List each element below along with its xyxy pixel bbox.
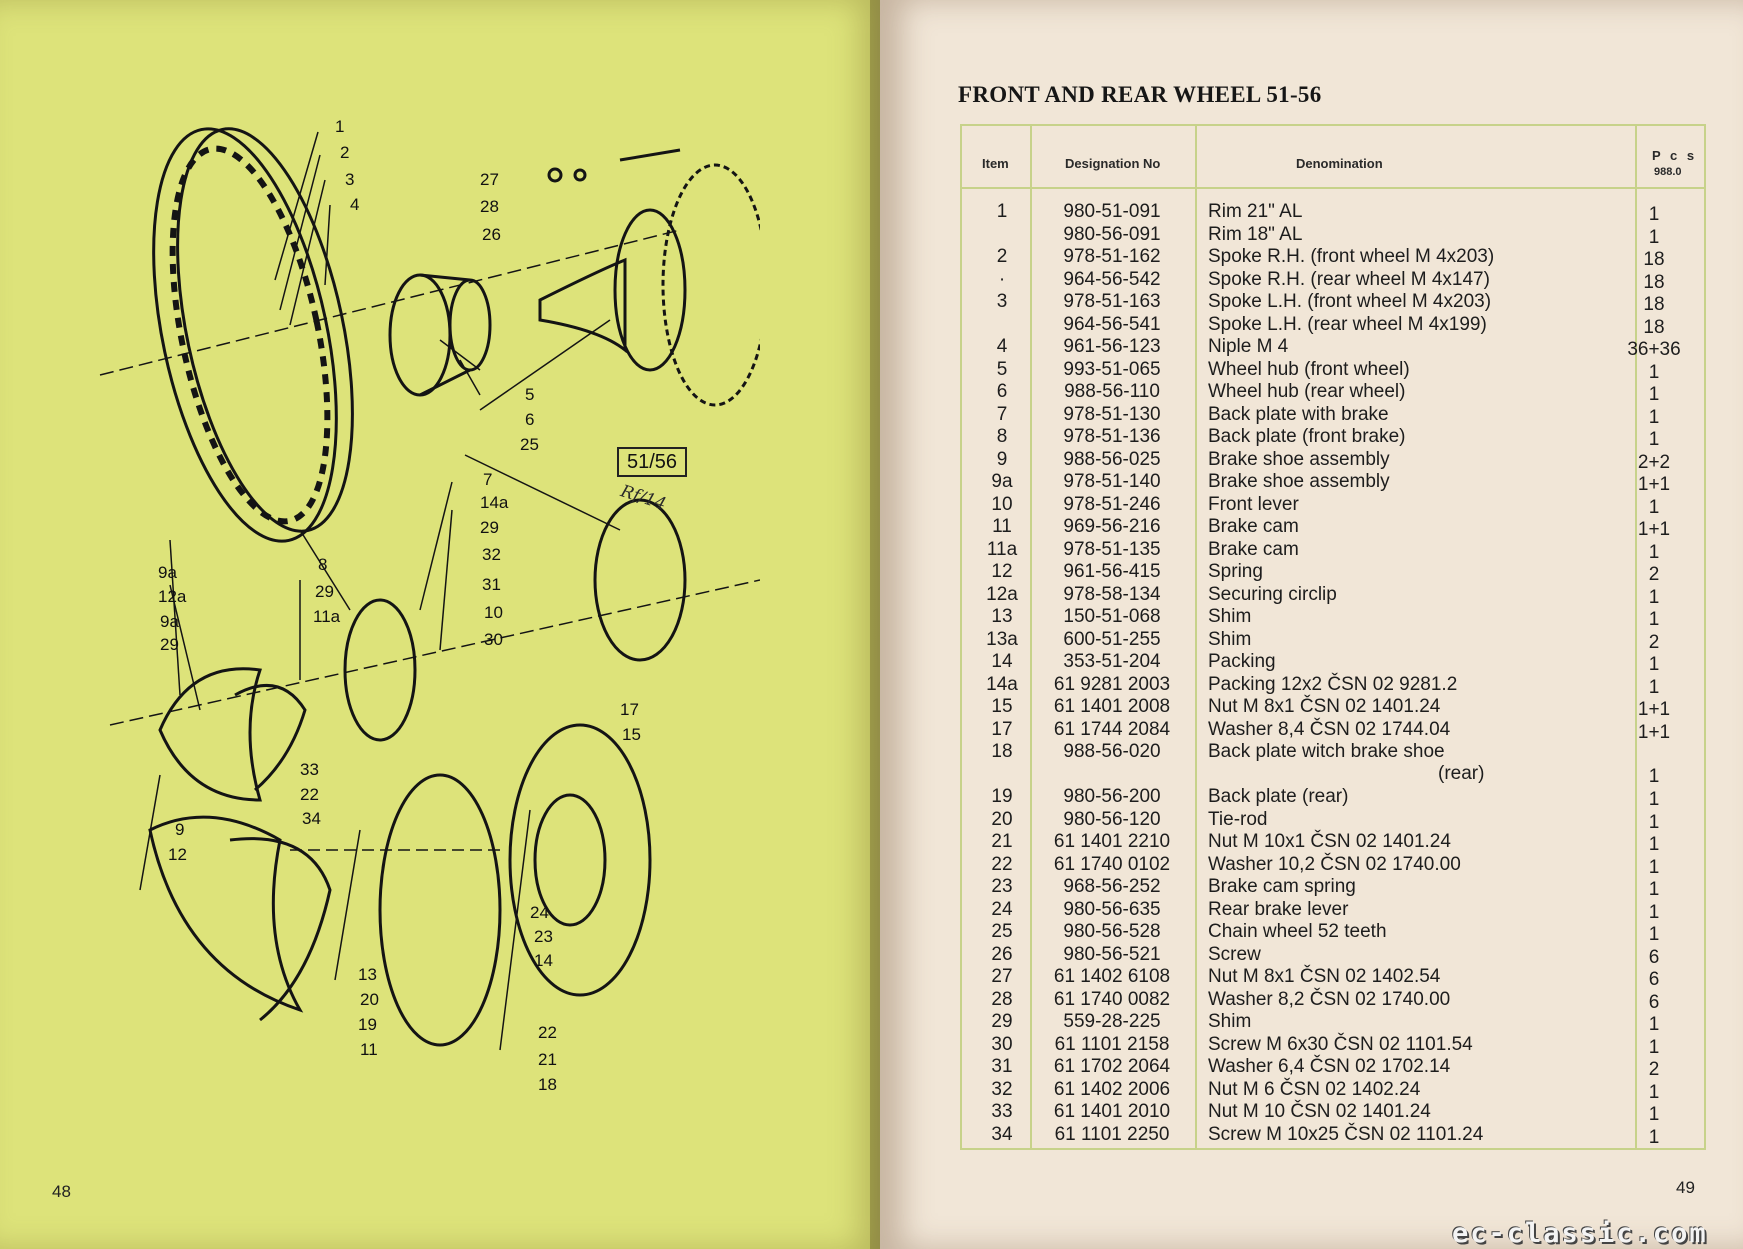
table-row bbox=[962, 449, 1706, 472]
table-row bbox=[962, 696, 1706, 719]
rear-back-plate-drawing bbox=[380, 775, 500, 1045]
callout: 17 bbox=[620, 700, 639, 719]
designation-cell: 961-56-123 bbox=[1063, 336, 1161, 357]
pcs-cell: 1 bbox=[1648, 789, 1660, 810]
designation-cell: 980-56-120 bbox=[1063, 808, 1161, 830]
item-cell: 6 bbox=[996, 381, 1008, 402]
designation-cell: 964-56-542 bbox=[1063, 268, 1161, 290]
front-hub-drawing bbox=[390, 275, 450, 395]
denomination-cell: Wheel hub (rear wheel) bbox=[1208, 381, 1406, 402]
denomination-cell: Brake shoe assembly bbox=[1208, 471, 1390, 492]
denomination-cell: Screw M 10x25 ČSN 02 1101.24 bbox=[1208, 1123, 1484, 1145]
callout: 32 bbox=[482, 545, 501, 564]
table-row bbox=[962, 876, 1706, 899]
callout: 12a bbox=[158, 587, 187, 606]
designation-cell: 968-56-252 bbox=[1063, 876, 1161, 897]
designation-cell: 988-56-020 bbox=[1063, 741, 1161, 762]
pcs-cell: 1 bbox=[1648, 1036, 1660, 1058]
item-cell: 9 bbox=[996, 448, 1008, 470]
designation-cell: 978-51-136 bbox=[1063, 426, 1161, 447]
designation-cell: 980-56-528 bbox=[1063, 921, 1161, 942]
pcs-cell: 2 bbox=[1648, 631, 1660, 653]
pcs-cell: 1 bbox=[1648, 496, 1660, 518]
table-row bbox=[962, 494, 1706, 517]
denomination-cell: Spring bbox=[1208, 561, 1263, 582]
denomination-cell: Tie-rod bbox=[1208, 808, 1268, 830]
table-row bbox=[962, 674, 1706, 697]
callout: 4 bbox=[350, 195, 360, 214]
table-row bbox=[962, 1056, 1706, 1079]
item-cell: 11 bbox=[992, 516, 1012, 537]
item-cell: 13a bbox=[986, 628, 1018, 650]
denomination-cell: Spoke R.H. (front wheel M 4x203) bbox=[1208, 246, 1495, 267]
pcs-cell: 1 bbox=[1648, 811, 1660, 833]
designation-cell: 964-56-541 bbox=[1063, 313, 1161, 335]
designation-cell: 978-51-163 bbox=[1063, 291, 1161, 312]
item-cell: 19 bbox=[991, 786, 1013, 807]
callout: 11 bbox=[360, 1040, 378, 1059]
pcs-cell: 18 bbox=[1643, 271, 1665, 293]
denomination-cell: Back plate witch brake shoe bbox=[1208, 741, 1445, 762]
pcs-cell: 1 bbox=[1648, 1104, 1660, 1125]
callout: 15 bbox=[622, 725, 641, 744]
table-row bbox=[962, 719, 1706, 742]
table-row bbox=[962, 314, 1706, 337]
pcs-cell: 1+1 bbox=[1637, 699, 1671, 720]
table-row bbox=[962, 741, 1706, 786]
table-row bbox=[962, 1034, 1706, 1057]
callout: 25 bbox=[520, 435, 539, 454]
denomination-cell: Rear brake lever bbox=[1208, 898, 1349, 920]
item-cell: 7 bbox=[996, 403, 1008, 425]
pcs-cell: 1 bbox=[1648, 609, 1660, 630]
item-cell: 14 bbox=[991, 651, 1013, 672]
denomination-cell: Screw bbox=[1208, 943, 1261, 965]
callout: 3 bbox=[345, 170, 355, 189]
item-cell: 22 bbox=[991, 853, 1013, 875]
callout: 33 bbox=[300, 760, 319, 779]
callout: 13 bbox=[358, 965, 377, 984]
pcs-cell: 1 bbox=[1648, 654, 1660, 675]
pcs-cell: 1 bbox=[1648, 541, 1660, 563]
pcs-cell: 1 bbox=[1648, 766, 1660, 787]
designation-cell: 61 1740 0102 bbox=[1053, 853, 1171, 875]
item-cell: 10 bbox=[991, 493, 1013, 515]
table-row bbox=[962, 471, 1706, 494]
table-row bbox=[962, 359, 1706, 382]
exploded-wheel-diagram bbox=[60, 110, 760, 1110]
denomination-cell: Back plate with brake bbox=[1208, 403, 1389, 425]
callout: 10 bbox=[484, 603, 503, 622]
item-cell: 2 bbox=[996, 246, 1008, 267]
designation-cell: 993-51-065 bbox=[1063, 358, 1161, 380]
table-row bbox=[962, 584, 1706, 607]
callout: 19 bbox=[358, 1015, 377, 1034]
callout: 21 bbox=[538, 1050, 557, 1069]
pcs-cell: 18 bbox=[1643, 249, 1665, 270]
denomination-cell: Back plate (rear) bbox=[1208, 786, 1349, 807]
denomination-cell: Nut M 10x1 ČSN 02 1401.24 bbox=[1208, 831, 1451, 852]
pcs-cell: 1 bbox=[1648, 924, 1660, 945]
page-title: FRONT AND REAR WHEEL 51-56 bbox=[958, 82, 1322, 107]
callout: 31 bbox=[482, 575, 501, 594]
callout: 18 bbox=[538, 1075, 557, 1094]
denomination-cell: Back plate (front brake) bbox=[1208, 426, 1406, 447]
item-cell: 24 bbox=[991, 898, 1013, 920]
table-row bbox=[962, 651, 1706, 674]
designation-cell: 961-56-415 bbox=[1063, 561, 1161, 582]
denomination-cell: Shim bbox=[1208, 628, 1252, 650]
header-designation: Designation No bbox=[1065, 156, 1161, 171]
table-row bbox=[962, 1101, 1706, 1124]
table-row bbox=[962, 336, 1706, 359]
denomination-cell: Nut M 8x1 ČSN 02 1402.54 bbox=[1208, 966, 1441, 987]
designation-cell: 61 9281 2003 bbox=[1053, 673, 1171, 695]
item-cell: 27 bbox=[991, 966, 1013, 987]
denomination-cell: Washer 6,4 ČSN 02 1702.14 bbox=[1208, 1056, 1451, 1077]
watermark: ec-classic.com bbox=[1452, 1218, 1708, 1249]
callout: 12 bbox=[168, 845, 187, 864]
item-cell: 18 bbox=[991, 741, 1013, 762]
pcs-cell: 6 bbox=[1648, 946, 1660, 968]
callout: 8 bbox=[318, 555, 328, 574]
pcs-cell: 1+1 bbox=[1637, 519, 1671, 540]
item-cell: 14a bbox=[986, 673, 1018, 695]
callout: 2 bbox=[340, 143, 350, 162]
parts-table-body bbox=[962, 201, 1706, 1146]
item-cell: 9a bbox=[991, 471, 1013, 492]
item-cell: · bbox=[998, 268, 1006, 290]
table-row bbox=[962, 291, 1706, 314]
pcs-cell: 1 bbox=[1648, 834, 1660, 855]
designation-cell: 61 1401 2210 bbox=[1053, 831, 1171, 852]
denomination-cell: Nut M 6 ČSN 02 1402.24 bbox=[1208, 1078, 1421, 1100]
denomination-cell: Shim bbox=[1208, 606, 1252, 627]
item-cell: 30 bbox=[991, 1033, 1013, 1055]
designation-cell: 978-51-246 bbox=[1063, 493, 1161, 515]
table-row bbox=[962, 426, 1706, 449]
callout: 7 bbox=[483, 470, 493, 489]
item-cell: 29 bbox=[991, 1011, 1013, 1032]
item-cell: 1 bbox=[996, 201, 1008, 222]
pcs-cell: 1+1 bbox=[1637, 474, 1671, 495]
item-cell: 20 bbox=[991, 808, 1013, 830]
item-cell: 17 bbox=[991, 718, 1013, 740]
pencil-note: Rf/14 bbox=[618, 481, 669, 515]
item-cell: 32 bbox=[991, 1078, 1013, 1100]
denomination-cell: Rim 21" AL bbox=[1208, 201, 1303, 222]
pcs-cell: 1 bbox=[1648, 856, 1660, 878]
table-row bbox=[962, 246, 1706, 269]
pcs-cell: 1 bbox=[1648, 204, 1660, 225]
table-row bbox=[962, 899, 1706, 922]
pcs-cell: 1 bbox=[1648, 406, 1660, 428]
pcs-cell: 1 bbox=[1648, 1081, 1660, 1103]
header-denomination: Denomination bbox=[1296, 156, 1383, 171]
designation-cell: 980-51-091 bbox=[1063, 201, 1161, 222]
denomination-cell: Nut M 8x1 ČSN 02 1401.24 bbox=[1208, 696, 1441, 717]
callout: 9a bbox=[158, 563, 177, 582]
denomination-continued-cell: (rear) bbox=[1438, 763, 1485, 784]
denomination-cell: Brake cam bbox=[1208, 516, 1299, 537]
pcs-cell: 1 bbox=[1648, 1126, 1660, 1148]
callout: 9 bbox=[175, 820, 185, 839]
item-cell: 3 bbox=[996, 291, 1008, 312]
table-row bbox=[962, 1124, 1706, 1147]
callout: 28 bbox=[480, 197, 499, 216]
pcs-cell: 1 bbox=[1648, 586, 1660, 608]
denomination-cell: Nut M 10 ČSN 02 1401.24 bbox=[1208, 1101, 1431, 1122]
denomination-cell: Niple M 4 bbox=[1208, 336, 1289, 357]
designation-cell: 353-51-204 bbox=[1063, 651, 1161, 672]
pcs-cell: 2+2 bbox=[1637, 451, 1671, 473]
designation-cell: 978-51-140 bbox=[1063, 471, 1161, 492]
callout: 29 bbox=[480, 518, 499, 537]
table-row bbox=[962, 224, 1706, 247]
item-cell: 4 bbox=[996, 336, 1008, 357]
item-cell: 11a bbox=[986, 538, 1018, 560]
designation-cell: 980-56-521 bbox=[1063, 943, 1161, 965]
denomination-cell: Packing 12x2 ČSN 02 9281.2 bbox=[1208, 673, 1458, 695]
left-page-number: 48 bbox=[52, 1182, 71, 1201]
denomination-cell: Securing circlip bbox=[1208, 583, 1337, 605]
denomination-cell: Screw M 6x30 ČSN 02 1101.54 bbox=[1208, 1033, 1473, 1055]
denomination-cell: Shim bbox=[1208, 1011, 1252, 1032]
item-cell: 21 bbox=[991, 831, 1013, 852]
table-row bbox=[962, 404, 1706, 427]
item-cell: 23 bbox=[991, 876, 1013, 897]
item-cell: 12 bbox=[991, 561, 1013, 582]
designation-cell: 978-51-135 bbox=[1063, 538, 1161, 560]
pcs-cell: 1 bbox=[1648, 901, 1660, 923]
denomination-cell: Spoke L.H. (front wheel M 4x203) bbox=[1208, 291, 1492, 312]
table-row bbox=[962, 831, 1706, 854]
designation-cell: 61 1401 2008 bbox=[1053, 696, 1171, 717]
item-cell: 12a bbox=[986, 583, 1018, 605]
table-row bbox=[962, 201, 1706, 224]
pcs-cell: 1 bbox=[1648, 1014, 1660, 1035]
callout: 22 bbox=[300, 785, 319, 804]
designation-cell: 978-51-130 bbox=[1063, 403, 1161, 425]
table-row bbox=[962, 516, 1706, 539]
pcs-cell: 18 bbox=[1643, 316, 1665, 338]
pcs-cell: 18 bbox=[1643, 294, 1665, 315]
callout: 29 bbox=[315, 582, 334, 601]
designation-cell: 988-56-025 bbox=[1063, 448, 1161, 470]
denomination-cell: Brake cam spring bbox=[1208, 876, 1356, 897]
brake-shoe-drawing bbox=[160, 669, 260, 800]
denomination-cell: Rim 18" AL bbox=[1208, 223, 1303, 245]
table-row bbox=[962, 1079, 1706, 1102]
table-row bbox=[962, 921, 1706, 944]
callout: 34 bbox=[302, 809, 321, 828]
pcs-cell: 6 bbox=[1648, 969, 1660, 990]
item-cell: 28 bbox=[991, 988, 1013, 1010]
callout: 27 bbox=[480, 170, 499, 189]
pcs-cell: 36+36 bbox=[1627, 339, 1681, 360]
designation-cell: 61 1744 2084 bbox=[1053, 718, 1171, 740]
header-pcs-model: 988.0 bbox=[1654, 166, 1682, 178]
callout: 5 bbox=[525, 385, 535, 404]
denomination-cell: Brake cam bbox=[1208, 538, 1299, 560]
denomination-cell: Chain wheel 52 teeth bbox=[1208, 921, 1387, 942]
pcs-cell: 1 bbox=[1648, 879, 1660, 900]
designation-cell: 61 1402 6108 bbox=[1053, 966, 1171, 987]
callout: 29 bbox=[160, 635, 179, 654]
denomination-cell: Spoke R.H. (rear wheel M 4x147) bbox=[1208, 268, 1490, 290]
item-cell: 31 bbox=[991, 1056, 1013, 1077]
denomination-cell: Front lever bbox=[1208, 493, 1299, 515]
designation-cell: 969-56-216 bbox=[1063, 516, 1161, 537]
table-row bbox=[962, 539, 1706, 562]
rear-brake-drum-drawing bbox=[510, 725, 650, 995]
item-cell: 33 bbox=[991, 1101, 1013, 1122]
figure-code: 51/56 bbox=[617, 447, 687, 477]
designation-cell: 61 1702 2064 bbox=[1053, 1056, 1171, 1077]
callout: 24 bbox=[530, 903, 549, 922]
table-row bbox=[962, 944, 1706, 967]
header-pcs: P c s bbox=[1652, 148, 1698, 163]
item-cell: 8 bbox=[996, 426, 1008, 447]
designation-cell: 980-56-635 bbox=[1063, 898, 1161, 920]
header-item: Item bbox=[982, 156, 1009, 171]
pcs-cell: 1 bbox=[1648, 676, 1660, 698]
callout: 26 bbox=[482, 225, 501, 244]
pcs-cell: 1+1 bbox=[1637, 721, 1671, 743]
table-row bbox=[962, 629, 1706, 652]
designation-cell: 61 1101 2250 bbox=[1054, 1123, 1170, 1145]
callout: 20 bbox=[360, 990, 379, 1009]
header-separator bbox=[960, 187, 1705, 189]
denomination-cell: Brake shoe assembly bbox=[1208, 448, 1390, 470]
pcs-cell: 1 bbox=[1648, 429, 1660, 450]
pcs-cell: 2 bbox=[1648, 1059, 1660, 1080]
callout: 22 bbox=[538, 1023, 557, 1042]
callout: 6 bbox=[525, 410, 535, 429]
item-cell: 5 bbox=[996, 358, 1008, 380]
table-row bbox=[962, 269, 1706, 292]
callout: 14a bbox=[480, 493, 509, 512]
designation-cell: 978-51-162 bbox=[1063, 246, 1161, 267]
denomination-cell: Washer 8,4 ČSN 02 1744.04 bbox=[1208, 718, 1451, 740]
pcs-cell: 1 bbox=[1648, 361, 1660, 383]
denomination-cell: Packing bbox=[1208, 651, 1276, 672]
denomination-cell: Wheel hub (front wheel) bbox=[1208, 358, 1410, 380]
pcs-cell: 1 bbox=[1648, 226, 1660, 248]
callout: 11a bbox=[313, 607, 341, 626]
designation-cell: 600-51-255 bbox=[1063, 628, 1161, 650]
table-row bbox=[962, 854, 1706, 877]
designation-cell: 61 1401 2010 bbox=[1053, 1101, 1171, 1122]
designation-cell: 61 1740 0082 bbox=[1053, 988, 1171, 1010]
designation-cell: 980-56-091 bbox=[1063, 223, 1161, 245]
pcs-cell: 2 bbox=[1648, 564, 1660, 585]
item-cell: 25 bbox=[991, 921, 1013, 942]
designation-cell: 980-56-200 bbox=[1063, 786, 1161, 807]
sprocket-drawing bbox=[663, 165, 760, 405]
table-row bbox=[962, 1011, 1706, 1034]
item-cell: 15 bbox=[991, 696, 1013, 717]
callout-labels bbox=[158, 117, 641, 1094]
table-row bbox=[962, 381, 1706, 404]
callout: 30 bbox=[484, 630, 503, 649]
denomination-cell: Washer 10,2 ČSN 02 1740.00 bbox=[1208, 853, 1461, 875]
pcs-cell: 6 bbox=[1648, 991, 1660, 1013]
item-cell: 26 bbox=[991, 943, 1013, 965]
callout: 1 bbox=[335, 117, 345, 136]
table-row bbox=[962, 966, 1706, 989]
item-cell: 13 bbox=[991, 606, 1013, 627]
designation-cell: 61 1402 2006 bbox=[1053, 1078, 1171, 1100]
callout: 23 bbox=[534, 927, 553, 946]
table-row bbox=[962, 786, 1706, 809]
table-row bbox=[962, 809, 1706, 832]
denomination-cell: Washer 8,2 ČSN 02 1740.00 bbox=[1208, 988, 1451, 1010]
table-row bbox=[962, 989, 1706, 1012]
denomination-cell: Spoke L.H. (rear wheel M 4x199) bbox=[1208, 313, 1487, 335]
pcs-cell: 1 bbox=[1648, 384, 1660, 405]
designation-cell: 150-51-068 bbox=[1063, 606, 1161, 627]
table-row bbox=[962, 606, 1706, 629]
designation-cell: 61 1101 2158 bbox=[1054, 1033, 1170, 1055]
designation-cell: 559-28-225 bbox=[1063, 1011, 1161, 1032]
table-row bbox=[962, 561, 1706, 584]
right-page-number: 49 bbox=[1676, 1178, 1695, 1197]
designation-cell: 978-58-134 bbox=[1063, 583, 1161, 605]
designation-cell: 988-56-110 bbox=[1064, 381, 1160, 402]
item-cell: 34 bbox=[991, 1123, 1013, 1145]
callout: 14 bbox=[534, 951, 553, 970]
callout: 9a bbox=[160, 612, 179, 631]
